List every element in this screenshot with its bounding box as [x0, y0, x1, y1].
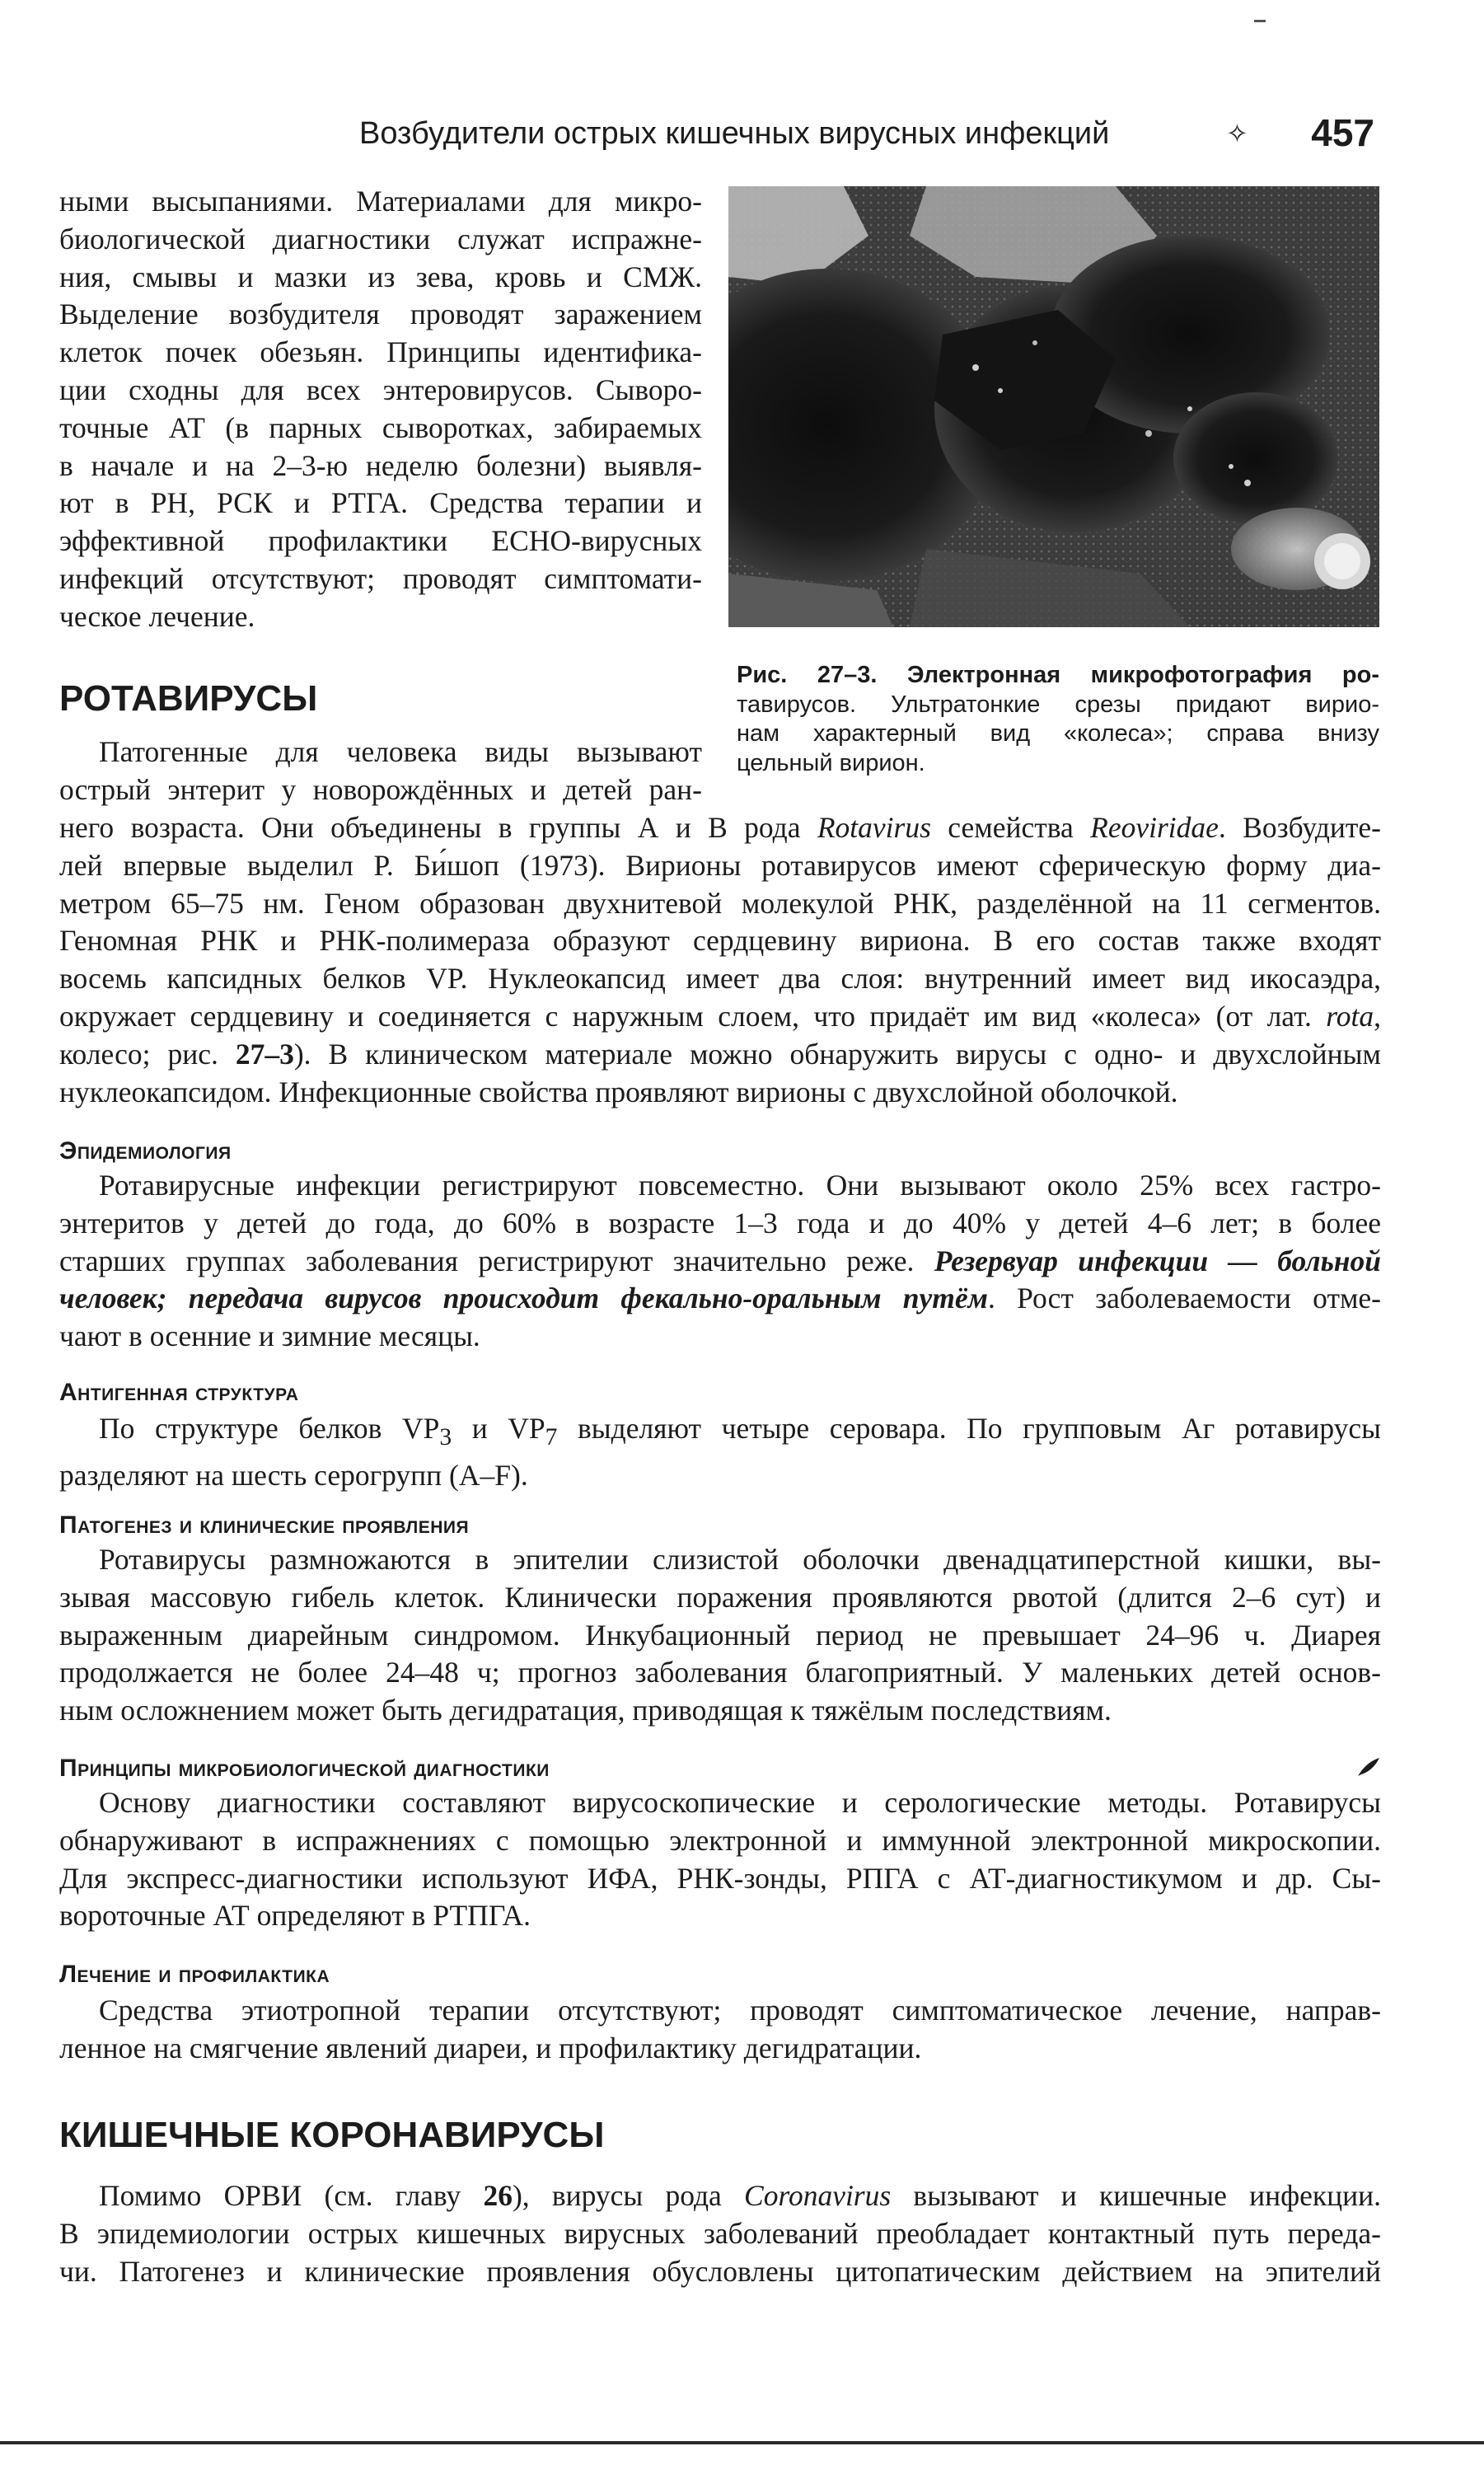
text-line: ческое лечение.: [59, 599, 255, 633]
text-line: восемь капсидных белков VP. Нуклеокапсид имеет два слоя: внутренний имеет вид икосаэдра,: [59, 962, 1381, 996]
rotavirus-intro-paragraph: [59, 733, 702, 809]
pathogenesis-paragraph: [59, 1541, 1381, 1730]
text-run: . Рост заболеваемости отме-: [987, 1282, 1382, 1315]
figure-caption: [737, 661, 1379, 778]
text-line: биологической диагностики служат испражне-: [59, 222, 702, 255]
text-line: [59, 1036, 1381, 1074]
text-line: [59, 1243, 1381, 1281]
text-line: [59, 1410, 1381, 1457]
caption-line: тавирусов. Ультратонкие срезы придают вирио-: [737, 691, 1379, 718]
header-ornament-icon: ✧: [1226, 119, 1248, 148]
text-line: вороточные АТ определяют в РТПГА.: [59, 1899, 531, 1933]
text-line: Средства этиотропной терапии отсутствуют; проводят симптоматическое лечение, направ-: [99, 1994, 1381, 2027]
text-run: ). В клиническом материале можно обнаружить вирусы с одно- и двухслойным: [293, 1037, 1381, 1071]
text-line: Ротавирусные инфекции регистрируют повсеместно. Они вызывают около 25% всех гастро-: [99, 1169, 1381, 1202]
subheading-pathogenesis: Патогенез и клинические проявления: [59, 1511, 470, 1539]
text-run: вызывают и кишечные инфекции.: [891, 2179, 1381, 2212]
emphasis-text: Резервуар инфекции — больной: [934, 1244, 1382, 1277]
subheading-epidemiology: Эпидемиология: [59, 1137, 232, 1165]
text-line: выраженным диарейным синдромом. Инкубационный период не превышает 24–96 ч. Диарея: [59, 1618, 1381, 1652]
text-line: ленное на смягчение явлений диареи, и профилактику дегидратации.: [59, 2031, 922, 2064]
text-line: нуклеокапсидом. Инфекционные свойства проявляют вирионы с двухслойной оболочкой.: [59, 1075, 1178, 1108]
subheading-diagnostics: Принципы микробиологической диагностики: [59, 1755, 550, 1782]
text-line: точные АТ (в парных сыворотках, забираемых: [59, 410, 702, 444]
text-run: . Возбудите-: [1218, 811, 1382, 844]
figure-reference: 27–3: [235, 1037, 294, 1071]
text-line: продолжается не более 24–48 ч; прогноз заболевания благоприятный. У маленьких детей основ-: [59, 1656, 1381, 1689]
text-run: выделяют четыре серовара. По групповым Аг ротавирусы: [557, 1412, 1381, 1445]
text-line: ции сходны для всех энтеровирусов. Сыворо-: [59, 373, 702, 406]
text-run: семейства: [930, 811, 1091, 844]
text-line: [59, 998, 1381, 1036]
antigen-paragraph: [59, 1410, 1381, 1495]
subscript: 3: [439, 1424, 452, 1451]
running-header-title: Возбудители острых кишечных вирусных инфекций: [359, 116, 1110, 151]
text-run: него возраста. Они объединены в группы А и В рода: [59, 811, 817, 844]
text-line: [59, 2177, 1381, 2215]
intro-paragraph: [59, 183, 702, 636]
leaf-icon: [1356, 1756, 1381, 1778]
text-line: эффективной профилактики ECHO-вирусных: [59, 524, 702, 558]
text-run: и VP: [452, 1412, 545, 1445]
text-line: клеток почек обезьян. Принципы идентифика-: [59, 335, 702, 369]
family-name: Reoviridae: [1090, 811, 1219, 844]
genus-name: Coronavirus: [744, 2179, 892, 2212]
diagnostics-paragraph: [59, 1784, 1381, 1935]
text-line: ния, смывы и мазки из зева, кровь и СМЖ.: [59, 260, 702, 293]
text-line: В эпидемиологии острых кишечных вирусных заболеваний преобладает контактный путь переда-: [59, 2216, 1381, 2250]
text-line: разделяют на шесть серогрупп (A–F).: [59, 1458, 528, 1492]
subheading-antigen-structure: Антигенная структура: [59, 1379, 299, 1406]
coronavirus-paragraph: [59, 2177, 1381, 2290]
emphasis-text: человек; передача вирусов происходит фекально-оральным путём: [59, 1282, 988, 1315]
text-run: старших группах заболевания регистрируют значительно реже.: [59, 1244, 934, 1277]
text-run: колесо; рис.: [59, 1037, 236, 1071]
section-heading-coronavirus: КИШЕЧНЫЕ КОРОНАВИРУСЫ: [59, 2115, 605, 2155]
figure-micrograph: [728, 186, 1379, 627]
chapter-reference: 26: [483, 2179, 513, 2212]
text-run: окружает сердцевину и соединяется с наружным слоем, что придаёт им вид «колеса» (от лат.: [59, 999, 1327, 1033]
text-line: ным осложнением может быть дегидратация, приводящая к тяжёлым последствиям.: [59, 1694, 1112, 1727]
text-line: обнаруживают в испражнениях с помощью электронной и иммунной электронной микроскопии.: [59, 1823, 1381, 1857]
genus-name: Rotavirus: [817, 811, 931, 844]
epidemiology-paragraph: [59, 1167, 1381, 1356]
micrograph-image: [728, 186, 1379, 627]
running-header: [359, 111, 1374, 157]
text-line: Ротавирусы размножаются в эпителии слизистой оболочки двенадцатиперстной кишки, вы-: [99, 1543, 1381, 1576]
text-run: ,: [1374, 999, 1381, 1033]
text-line: ными высыпаниями. Материалами для микро-: [59, 185, 702, 218]
page-bottom-rule: [0, 2441, 1484, 2444]
text-run: Помимо ОРВИ (см. главу: [99, 2179, 484, 2212]
text-line: метром 65–75 нм. Геном образован двухнитевой молекулой РНК, разделённой на 11 сегментов.: [59, 886, 1381, 920]
text-run: По структуре белков VP: [99, 1412, 440, 1445]
text-line: острый энтерит у новорождённых и детей ран-: [59, 772, 702, 806]
page-number: 457: [1311, 111, 1374, 154]
latin-term: rota: [1326, 999, 1374, 1033]
text-line: Выделение возбудителя проводят заражением: [59, 298, 702, 331]
text-line: Для экспресс-диагностики используют ИФА, РНК-зонды, РПГА с АТ-диагностикумом и др. Сы-: [59, 1861, 1381, 1895]
text-line: [59, 1280, 1381, 1318]
text-line: чи. Патогенез и клинические проявления обусловлены цитопатическим действием на эпителий: [59, 2254, 1381, 2288]
text-line: Основу диагностики составляют вирусоскопические и серологические методы. Ротавирусы: [99, 1786, 1381, 1819]
rotavirus-body-paragraph: [59, 809, 1381, 1111]
section-heading-rotavirus: РОТАВИРУСЫ: [59, 678, 318, 719]
text-run: ), вирусы рода: [512, 2179, 745, 2212]
text-line: в начале и на 2–3-ю неделю болезни) выявля-: [59, 448, 702, 482]
subscript: 7: [545, 1424, 558, 1451]
subheading-treatment: Лечение и профилактика: [59, 1961, 330, 1988]
caption-line: цельный вирион.: [737, 749, 925, 776]
text-line: ют в РН, РСК и РТГА. Средства терапии и: [59, 486, 702, 520]
caption-line: нам характерный вид «колеса»; справа внизу: [737, 720, 1379, 747]
text-line: [59, 809, 1381, 847]
treatment-paragraph: [59, 1992, 1381, 2068]
text-line: чают в осенние и зимние месяцы.: [59, 1319, 480, 1353]
text-line: Геномная РНК и РНК-полимераза образуют сердцевину вириона. В его состав также входят: [59, 924, 1381, 958]
text-line: зывая массовую гибель клеток. Клинически поражения проявляются рвотой (длится 2–6 сут) и: [59, 1580, 1381, 1614]
text-line: энтеритов у детей до года, до 60% в возрасте 1–3 года и до 40% у детей 4–6 лет; в более: [59, 1206, 1381, 1240]
text-line: лей впервые выделил Р. Би́шоп (1973). Вирионы ротавирусов имеют сферическую форму диа-: [59, 848, 1381, 882]
text-line: Патогенные для человека виды вызывают: [99, 735, 702, 768]
text-line: инфекций отсутствуют; проводят симптомати-: [59, 561, 702, 595]
figure-caption-lead: Рис. 27–3. Электронная микрофотография ро-: [737, 662, 1379, 688]
scan-mark: [1254, 20, 1266, 22]
